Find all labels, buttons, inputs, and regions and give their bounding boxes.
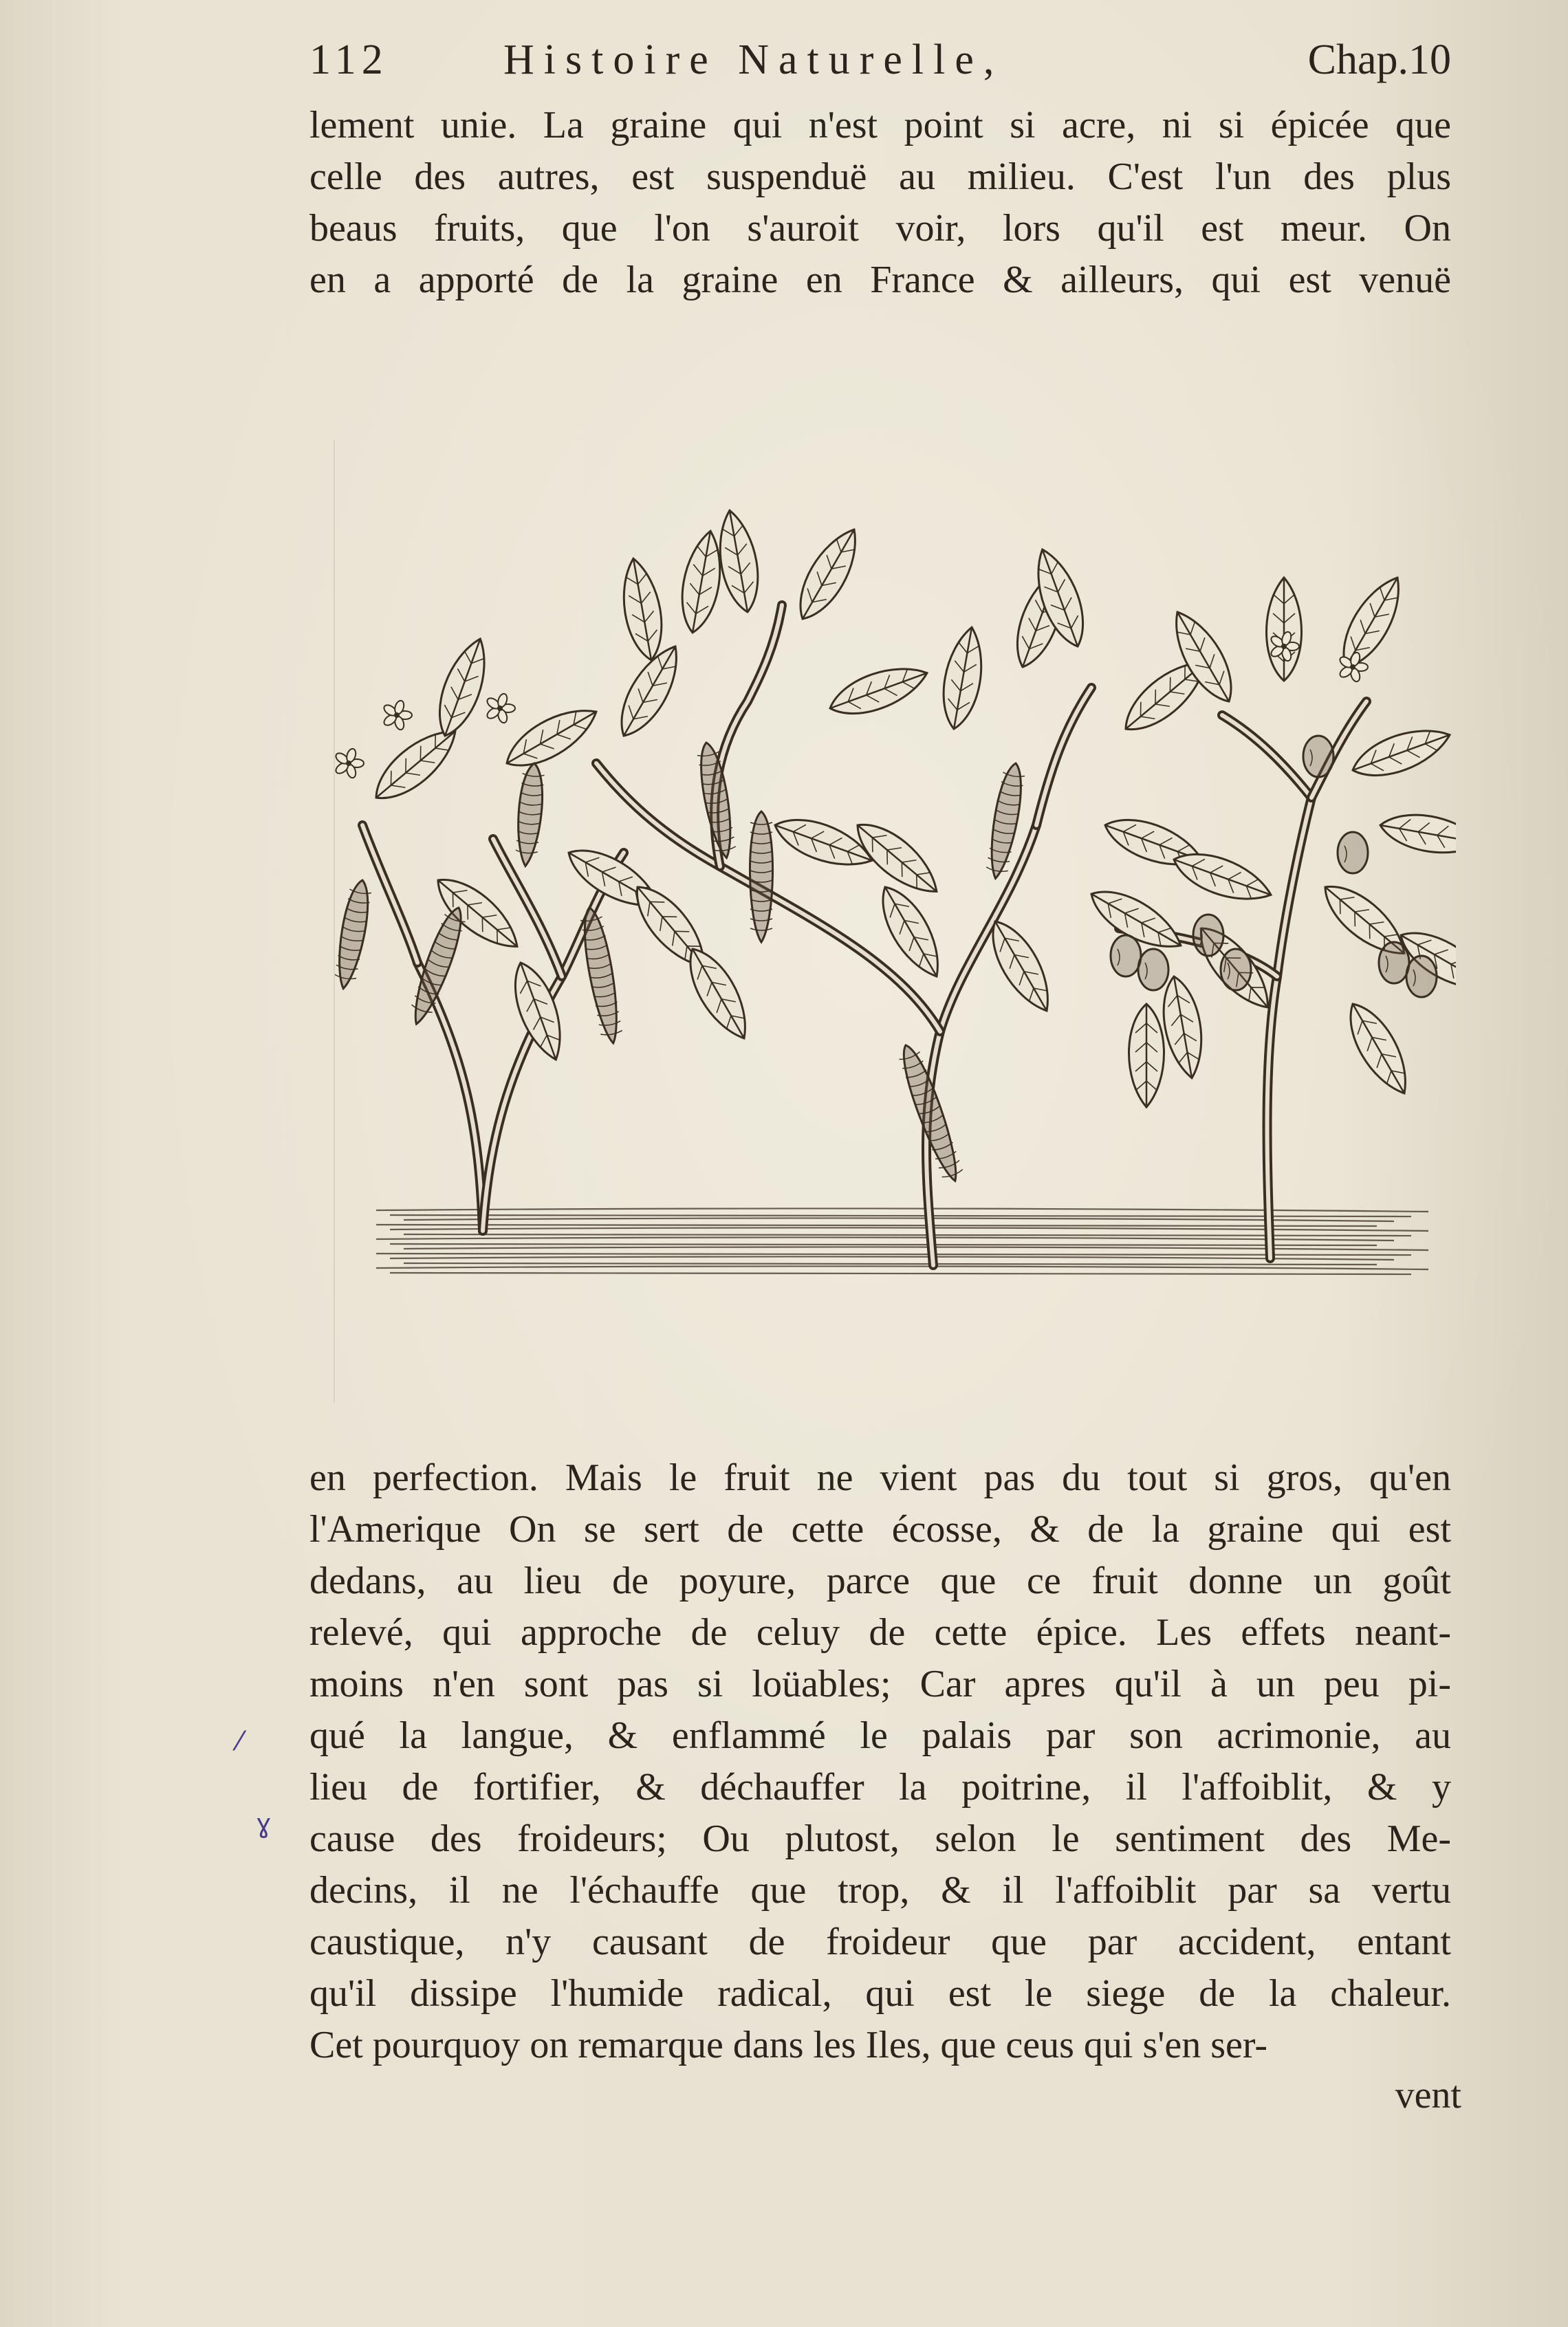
round-pepper xyxy=(1138,949,1168,990)
flower-center xyxy=(1350,664,1355,670)
ground-line xyxy=(390,1215,1411,1216)
text-block-top xyxy=(309,100,1451,306)
round-pepper xyxy=(1338,832,1368,873)
text-line: qu'il dissipe l'humide radical, qui est le siege de la chaleur. xyxy=(309,1972,1451,2015)
leaf xyxy=(712,507,765,615)
text-line: caustique, n'y causant de froideur que par accident, entant xyxy=(309,1921,1451,1963)
ground-line xyxy=(404,1218,1394,1221)
text-line: dedans, au lieu de poyure, parce que ce fruit donne un goût xyxy=(309,1560,1451,1602)
long-pepper xyxy=(578,906,624,1045)
leaf xyxy=(787,521,869,627)
leaf xyxy=(1129,1004,1164,1107)
pepper-plant-engraving xyxy=(335,440,1456,1403)
ground-line xyxy=(376,1237,1394,1241)
ground-line xyxy=(390,1273,1411,1274)
margin-mark: ⁄ xyxy=(237,1726,242,1756)
page-number: 112 xyxy=(309,36,389,83)
text-block-bottom xyxy=(309,1452,1451,2071)
flower-center xyxy=(394,712,400,718)
ground-line xyxy=(404,1234,1411,1236)
text-line: en perfection. Mais le fruit ne vient pas du tout si gros, qu'en xyxy=(309,1456,1451,1499)
text-line: celle des autres, est suspenduë au milieu. C'est l'un des plus xyxy=(309,155,1451,198)
round-pepper xyxy=(1379,942,1409,983)
stem xyxy=(1036,688,1091,825)
text-line: lieu de fortifier, & déchauffer la poitrine, il l'affoiblit, & y xyxy=(309,1766,1451,1809)
long-pepper xyxy=(695,741,738,860)
leaf xyxy=(1338,995,1419,1102)
flower-center xyxy=(497,706,503,711)
flower-center xyxy=(346,761,351,766)
round-pepper xyxy=(1193,915,1223,956)
catchword: vent xyxy=(1395,2074,1461,2117)
text-line: moins n'en sont pas si loüables; Car apres qu'il à un peu pi- xyxy=(309,1663,1451,1705)
round-pepper xyxy=(1111,935,1141,976)
stem xyxy=(926,825,1036,1265)
text-line: Cet pourquoy on remarque dans les Iles, que ceus qui s'en ser- xyxy=(309,2024,1268,2066)
leaf xyxy=(1267,578,1302,681)
flower-center xyxy=(1281,644,1287,649)
stem-highlight xyxy=(926,825,1036,1265)
ground-line xyxy=(376,1225,1377,1226)
text-line: lement unie. La graine qui n'est point si acre, ni si épicée que xyxy=(309,104,1451,146)
leaf xyxy=(1157,974,1209,1082)
leaf xyxy=(824,657,933,725)
pepper-pod xyxy=(750,811,772,942)
leaf xyxy=(616,556,668,664)
long-pepper xyxy=(750,811,772,942)
round-pepper xyxy=(1303,736,1333,777)
stem xyxy=(1267,798,1311,1258)
stem xyxy=(1222,715,1311,798)
text-line: beaus fruits, que l'on s'auroit voir, lors qu'il est meur. On xyxy=(309,207,1451,250)
text-line: en a apporté de la graine en France & ailleurs, qui est venuë xyxy=(309,259,1451,301)
ground-line xyxy=(404,1263,1377,1265)
text-line: cause des froideurs; Ou plutost, selon le sentiment des Me- xyxy=(309,1817,1451,1860)
pepper-pod xyxy=(695,741,738,860)
text-line: relevé, qui approche de celuy de cette épice. Les effets neant- xyxy=(309,1611,1451,1654)
leaf xyxy=(937,624,989,732)
text-line: l'Amerique On se sert de cette écosse, & de la graine qui est xyxy=(309,1508,1451,1551)
leaf xyxy=(1378,808,1456,860)
ground-line xyxy=(390,1256,1394,1260)
leaf-blade xyxy=(1378,808,1456,860)
ground-line xyxy=(390,1244,1377,1245)
stem-highlight xyxy=(362,825,417,963)
running-title: Histoire Naturelle, xyxy=(503,36,1004,83)
round-pepper xyxy=(1221,949,1251,990)
pepper-pod xyxy=(335,878,373,990)
text-line: qué la langue, & enflammé le palais par son acrimonie, au xyxy=(309,1714,1451,1757)
long-pepper xyxy=(514,763,545,867)
ground-line xyxy=(376,1254,1411,1255)
text-line: decins, il ne l'échauffe que trop, & il l'affoiblit par sa vertu xyxy=(309,1869,1451,1912)
round-pepper xyxy=(1406,956,1437,997)
running-header xyxy=(309,36,1451,91)
ground-line xyxy=(376,1266,1428,1269)
plant-illustration xyxy=(334,440,1456,1403)
leaf xyxy=(1347,719,1455,787)
long-pepper xyxy=(335,878,373,990)
chapter-label: Chap.10 xyxy=(1307,36,1451,83)
pepper-pod xyxy=(578,906,624,1045)
leaf xyxy=(428,633,497,741)
margin-mark: ɣ xyxy=(256,1809,272,1839)
